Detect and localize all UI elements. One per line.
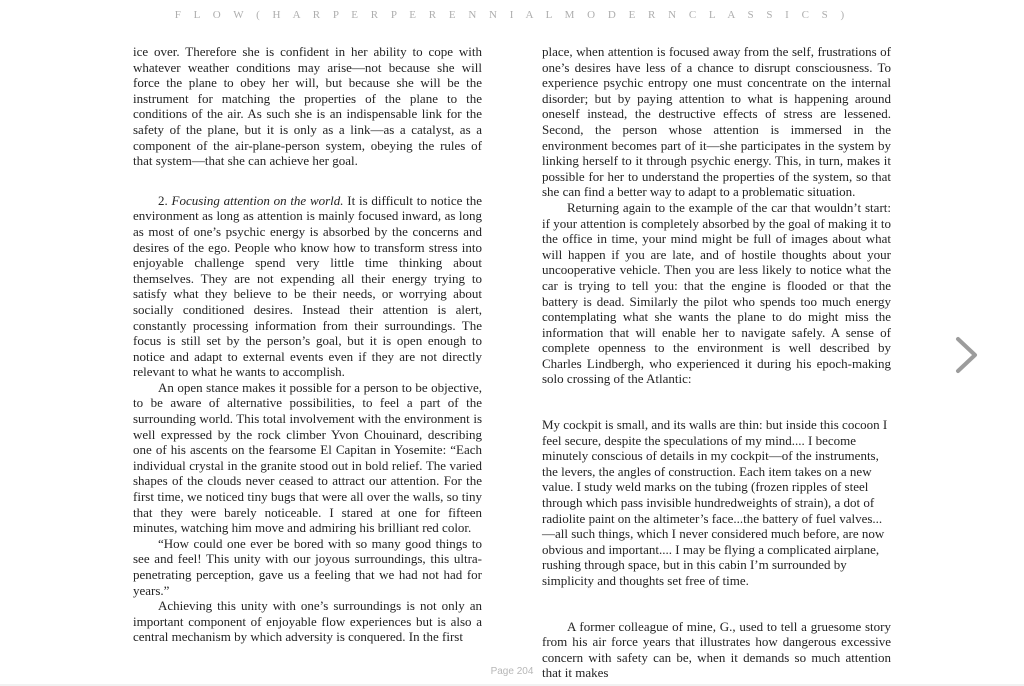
page-indicator: Page 204 (490, 666, 534, 677)
paragraph: An open stance makes it possible for a person to be objective, to be aware of alternative possibilities, to feel a part of the surrounding world. This total involvement with the environment is well expressed by the rock climber Yvon Chouinard, describing one of his ascents on the fearsome El Capitan in Yosemite: “Each individual crystal in the granite stood out in bold relief. The varied shapes of the clouds never ceased to attract our attention. For the first time, we noticed tiny bugs that were all over the walls, so tiny that they were barely noticeable. I stared at one for fifteen minutes, watching him move and admiring his brilliant red color. (133, 379, 482, 536)
paragraph-italic-lead: Focusing attention on the world. (171, 192, 344, 208)
paragraph: A former colleague of mine, G., used to tell a gruesome story from his air force years that illustrates how dangerous excessive concern with safety can be, when it demands so much attention that it makes (542, 618, 891, 681)
paragraph: “How could one ever be bored with so many good things to see and feel! This unity with our joyous surroundings, this ultra-penetrating perception, gave us a feeling that we had not had for years.” (133, 535, 482, 598)
left-page (133, 44, 482, 681)
block-quote: My cockpit is small, and its walls are thin: but inside this cocoon I feel secure, despite the speculations of my mind.... I become minutely conscious of details in my cockpit—of the instruments, the levers, the angles of construction. Each item takes on a new value. I study weld marks on the tubing (frozen ripples of steel through which pass invisible hundredweights of strain), a dot of radiolite paint on the altimeter’s face...the battery of fuel valves...—all such things, which I never considered much before, are now obvious and important.... I may be flying a complicated airplane, rushing through space, but in this cabin I’m surrounded by simplicity and thoughts set free of time. (542, 417, 888, 588)
paragraph: ice over. Therefore she is confident in her ability to cope with whatever weather conditions may arise—not because she will force the plane to obey her will, but because she will be the instrument for matching the properties of the plane to the conditions of the air. As such she is an indispensable link for the safety of the plane, but it is only as a link—as a catalyst, as a component of the air-plane-person system, obeying the rules of that system—that she can achieve her goal. (133, 44, 482, 169)
paragraph: Achieving this unity with one’s surroundings is not only an important component of enjoyable flow experiences but is also a central mechanism by which adversity is conquered. In the first (133, 598, 482, 645)
paragraph: 2. Focusing attention on the world. It is difficult to notice the environment as long as attention is mainly focused inward, as long as most of one’s psychic energy is absorbed by the concerns and desires of the ego. People who know how to transform stress into enjoyable challenge spend very little time thinking about themselves. They are not expending all their energy trying to satisfy what they believe to be their needs, or worrying about socially conditioned desires. Instead their attention is alert, constantly processing information from their surroundings. The focus is still set by the person’s goal, but it is open enough to notice and adapt to external events even if they are not directly relevant to what he wants to accomplish. (133, 192, 483, 380)
chevron-right-icon (951, 334, 981, 376)
book-title: F L O W ( H A R P E R P E R E N N I A L M O D E R N C L A S S I C S ) (174, 9, 850, 21)
next-page-button[interactable] (948, 332, 984, 378)
right-page (542, 44, 891, 681)
paragraph: Returning again to the example of the car that wouldn’t start: if your attention is completely absorbed by the goal of making it to the office in time, your mind might be full of images about what will happen if you are late, and of hostile thoughts about your uncooperative vehicle. Then you are less likely to notice what the car is trying to tell you: that the engine is flooded or that the battery is dead. Similarly the pilot who spends too much energy contemplating what she wants the plane to do might miss the information that will enable her to navigate safely. A sense of complete openness to the environment is well described by Charles Lindbergh, who experienced it during his epoch-making solo crossing of the Atlantic: (542, 199, 891, 387)
paragraph: place, when attention is focused away from the self, frustrations of one’s desires have less of a chance to disrupt consciousness. To experience psychic entropy one must concentrate on the internal disorder; but by paying attention to what is happening around oneself instead, the destructive effects of stress are lessened. Second, the person whose attention is immersed in the environment becomes part of it—she participates in the system by linking herself to it through psychic energy. This, in turn, makes it possible for her to understand the properties of the system, so that she can find a better way to adapt to a problematic situation. (542, 44, 891, 200)
page-spread (133, 44, 891, 681)
